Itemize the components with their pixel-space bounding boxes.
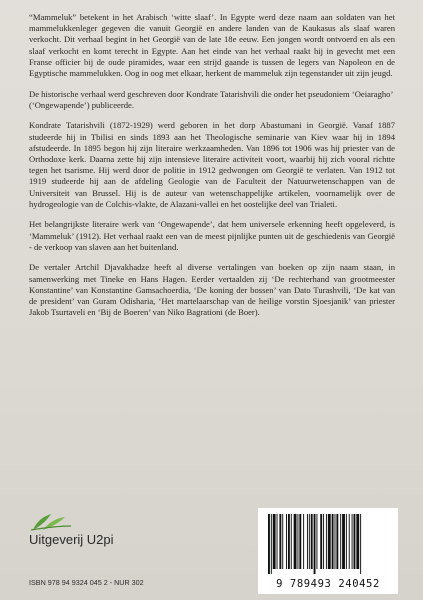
barcode-bar <box>268 514 270 574</box>
barcode-bar <box>282 514 283 569</box>
barcode-bars <box>266 514 390 576</box>
barcode-bar <box>346 514 347 569</box>
barcode-bar <box>294 514 297 569</box>
barcode-bar <box>307 514 308 569</box>
barcode-bar <box>297 514 298 569</box>
paragraph-literary-work: Het belangrijkste literaire werk van ‘Ongewapende’, dat hem universele erkenning heeft opgeleverd, is ‘Mammeluk’ (1912). Het verhaal raakt een van de meest pijnlijke punten uit de geschiedenis van Georgië - de verkoop van slaven aan het buitenland. <box>29 219 395 252</box>
barcode-bar <box>279 514 281 569</box>
barcode-bar <box>326 514 327 569</box>
barcode-bar <box>273 514 276 569</box>
paragraph-author-pseudonym: De historische verhaal werd geschreven door Kondrate Tatarishvili die onder het pseudoniem ‘Oeiaragho’ (‘Ongewapende’) publiceerde. <box>29 88 393 110</box>
barcode-bar <box>332 514 334 569</box>
barcode-bar <box>323 514 324 569</box>
barcode-bar <box>314 514 316 574</box>
blurb-text <box>29 12 395 328</box>
isbn-nur-line: ISBN 978 94 9324 045 2 - NUR 302 <box>29 578 144 587</box>
barcode-bar <box>336 514 338 569</box>
barcode-bar <box>303 514 304 569</box>
barcode-bar <box>328 514 331 569</box>
barcode-bar <box>352 514 353 569</box>
paragraph-synopsis: “Mammeluk” betekent in het Arabisch ‘witte slaaf’. In Egypte werd deze naam aan soldaten van het mammelukkenleger gegeven die vanuit Georgië en andere landen van de Kaukasus als slaaf waren verkocht. Dit verhaal begint in het Georgië van de late 18e eeuw. Een jongen wordt ontvoerd en als een slaaf verkocht en komt terecht in Egypte. Aan het einde van het verhaal raakt hij in gevecht met een Franse officier bij de oude piramides, waar een strijd gaande is tussen de legers van Napoleon en de Egyptische mammelukken. Oog in oog met elkaar, herkent de mammeluk zijn tegenstander uit zijn jeugd. <box>29 12 395 79</box>
barcode-bar <box>356 514 359 569</box>
leaves-icon <box>29 512 73 532</box>
barcode-bar <box>299 514 301 569</box>
barcode-digits: 9 789493 240452 <box>276 578 380 590</box>
paragraph-translator: De vertaler Artchil Djavakhadze heeft al diverse vertalingen van boeken op zijn naam staan, in samenwerking met Tineke en Hans Hagen. Eerder vertaalden zij ‘De rechterhand van grootmeester Konstantine’ van Konstantine Gamsachoerdia, ‘De koning der bossen’ van Dato Turashvili, ‘De kat van de president’ van Guram Odisharia, ‘Het martelaarschap van de heilige vorstin Sjoesjanik’ van priester Jakob Tsurtaveli en ‘Bij de Boeren’ van Niko Bagrationi (de Boer). <box>29 262 395 318</box>
barcode-bar <box>340 514 341 569</box>
barcode-bar <box>342 514 345 569</box>
publisher-logo <box>29 512 129 556</box>
barcode-bar <box>311 514 313 569</box>
barcode-bar <box>354 514 356 569</box>
barcode-bar <box>335 514 336 569</box>
publisher-name: Uitgeverij U2pi <box>29 532 114 547</box>
barcode-bar <box>349 514 350 569</box>
barcode-bar <box>288 514 290 569</box>
isbn-barcode <box>258 508 398 594</box>
barcode-bar <box>316 514 317 569</box>
barcode-bar <box>360 514 361 574</box>
barcode-bar <box>291 514 292 569</box>
paragraph-author-bio: Kondrate Tatarishvili (1872-1929) werd geboren in het dorp Abastumani in Georgië. Vanaf 1887 studeerde hij in Tbilisi en sinds 1893 aan het Theologische seminarie van Kiev waar hij in 1894 afstudeerde. In 1895 begon hij zijn literaire werkzaamheden. Van 1896 tot 1906 was hij priester van de Orthodoxe kerk. Daarna zette hij zijn intensieve literaire activiteit voort, waarbij hij zich vooral richtte tegen het tsarisme. Hij werd door de politie in 1912 gedwongen om Georgië te verlaten. Van 1912 tot 1919 studeerde hij aan de afdeling Geologie van de Faculteit der Natuurwetenschappen van de Universiteit van Brussel. Hij is de auteur van wetenschappelijke artikelen, voornamelijk over de hydrogeologie van de Colchis-vlakte, de Alazani-vallei en het oostelijke deel van Trialeti. <box>29 120 395 209</box>
barcode-bar <box>271 514 272 574</box>
barcode-bar <box>309 514 310 569</box>
barcode-bar <box>277 514 278 569</box>
barcode-bar <box>320 514 322 569</box>
barcode-bar <box>286 514 287 569</box>
